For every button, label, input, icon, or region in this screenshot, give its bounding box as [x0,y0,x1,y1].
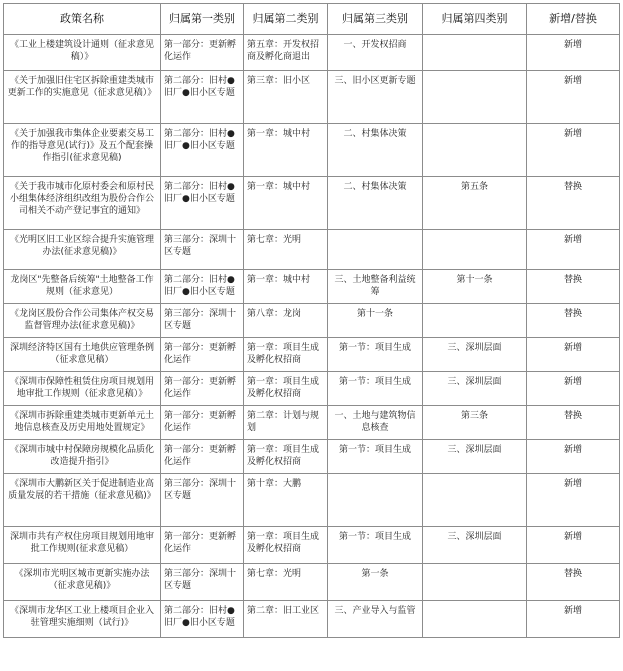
policy-name-cell: 《深圳市保障性租赁住房项目规划用地审批工作规则（征求意见稿）》 [4,372,161,406]
action-cell: 新增 [527,124,620,177]
action-cell: 新增 [527,601,620,638]
policy-name-cell: 《光明区旧工业区综合提升实施管理办法(征求意见稿)》 [4,230,161,270]
table-row [4,124,620,177]
action-cell: 替换 [527,406,620,440]
policy-name-cell: 《关于加强旧住宅区拆除重建类城市更新工作的实施意见（征求意见稿）》 [4,71,161,124]
category-4-cell: 第十一条 [423,270,527,304]
category-3-cell: 三、产业导入与监管 [328,601,423,638]
header-category-2: 归属第二类别 [244,4,328,35]
category-4-cell [423,304,527,338]
header-category-1: 归属第一类别 [161,4,244,35]
policy-name-cell: 深圳市共有产权住房项目规划用地审批工作规则(征求意见稿） [4,527,161,564]
header-category-3: 归属第三类别 [328,4,423,35]
category-2-cell: 第一章：项目生成及孵化权招商 [244,527,328,564]
action-cell: 替换 [527,177,620,230]
category-2-cell: 第十章：大鹏 [244,474,328,527]
table-row [4,372,620,406]
table-row [4,474,620,527]
category-2-cell: 第一章：项目生成及孵化权招商 [244,372,328,406]
action-cell: 新增 [527,35,620,71]
table-row [4,338,620,372]
category-1-cell: 第二部分：旧村●旧厂●旧小区专题 [161,71,244,124]
table-row [4,527,620,564]
table-row [4,564,620,601]
category-3-cell: 一、开发权招商 [328,35,423,71]
table-body [4,35,620,638]
header-action: 新增/替换 [527,4,620,35]
category-3-cell [328,474,423,527]
category-1-cell: 第一部分：更新孵化运作 [161,406,244,440]
action-cell: 新增 [527,338,620,372]
category-1-cell: 第二部分：旧村●旧厂●旧小区专题 [161,177,244,230]
policy-name-cell: 《深圳市龙华区工业上楼项目企业入驻管理实施细则（试行)》 [4,601,161,638]
category-3-cell: 第一节：项目生成 [328,372,423,406]
category-4-cell [423,124,527,177]
category-1-cell: 第一部分：更新孵化运作 [161,440,244,474]
category-4-cell: 三、深圳层面 [423,338,527,372]
category-4-cell [423,35,527,71]
table-row [4,440,620,474]
category-4-cell: 第五条 [423,177,527,230]
category-1-cell: 第一部分：更新孵化运作 [161,372,244,406]
action-cell: 新增 [527,230,620,270]
table-row [4,230,620,270]
policy-name-cell: 深圳经济特区国有土地供应管理条例（征求意见稿） [4,338,161,372]
header-category-4: 归属第四类别 [423,4,527,35]
category-1-cell: 第一部分：更新孵化运作 [161,35,244,71]
category-3-cell: 第一节：项目生成 [328,440,423,474]
action-cell: 新增 [527,440,620,474]
policy-name-cell: 《深圳市光明区城市更新实施办法（征求意见稿)》 [4,564,161,601]
category-2-cell: 第一章：项目生成及孵化权招商 [244,338,328,372]
category-4-cell [423,564,527,601]
action-cell: 替换 [527,304,620,338]
action-cell: 新增 [527,527,620,564]
header-policy-name: 政策名称 [4,4,161,35]
table-row [4,406,620,440]
category-2-cell: 第一章：项目生成及孵化权招商 [244,440,328,474]
category-4-cell [423,230,527,270]
category-3-cell: 二、村集体决策 [328,177,423,230]
policy-name-cell: 《深圳市城中村保障房规模化品质化改造提升指引》 [4,440,161,474]
category-2-cell: 第一章：城中村 [244,124,328,177]
category-3-cell: 二、村集体决策 [328,124,423,177]
category-3-cell [328,230,423,270]
policy-table [3,3,620,638]
category-1-cell: 第三部分：深圳十区专题 [161,474,244,527]
table-header [4,4,620,35]
action-cell: 新增 [527,474,620,527]
category-2-cell: 第二章：旧工业区 [244,601,328,638]
category-3-cell: 第一节：项目生成 [328,527,423,564]
action-cell: 新增 [527,71,620,124]
category-3-cell: 第一条 [328,564,423,601]
policy-name-cell: 《深圳市大鹏新区关于促进制造业高质量发展的若干措施（征求意见稿)》 [4,474,161,527]
table-row [4,304,620,338]
category-4-cell: 三、深圳层面 [423,527,527,564]
table-row [4,270,620,304]
category-1-cell: 第一部分：更新孵化运作 [161,527,244,564]
action-cell: 替换 [527,564,620,601]
header-row [4,4,620,35]
category-4-cell [423,71,527,124]
table-row [4,71,620,124]
category-3-cell: 第十一条 [328,304,423,338]
category-3-cell: 第一节：项目生成 [328,338,423,372]
category-1-cell: 第二部分：旧村●旧厂●旧小区专题 [161,270,244,304]
category-4-cell [423,474,527,527]
category-1-cell: 第三部分：深圳十区专题 [161,304,244,338]
category-2-cell: 第八章：龙岗 [244,304,328,338]
category-2-cell: 第一章：城中村 [244,270,328,304]
table-row [4,35,620,71]
category-4-cell: 第三条 [423,406,527,440]
action-cell: 替换 [527,270,620,304]
action-cell: 新增 [527,372,620,406]
category-1-cell: 第二部分：旧村●旧厂●旧小区专题 [161,124,244,177]
category-1-cell: 第二部分：旧村●旧厂●旧小区专题 [161,601,244,638]
policy-name-cell: 《关于我市城市化原村委会和原村民小组集体经济组织改组为股份合作公司相关不动产登记事宜的通知》 [4,177,161,230]
table-row [4,177,620,230]
category-2-cell: 第三章：旧小区 [244,71,328,124]
policy-name-cell: 《工业上楼建筑设计通则（征求意见稿）》 [4,35,161,71]
policy-name-cell: 《关于加强我市集体企业要素交易工作的指导意见(试行)》及五个配套操作指引(征求意见稿) [4,124,161,177]
category-4-cell: 三、深圳层面 [423,372,527,406]
table-row [4,601,620,638]
policy-name-cell: 《龙岗区股份合作公司集体产权交易监督管理办法(征求意见稿)》 [4,304,161,338]
policy-name-cell: 龙岗区"先整备后统筹"土地整备工作规则（征求意见） [4,270,161,304]
category-3-cell: 三、土地整备利益统筹 [328,270,423,304]
category-4-cell [423,601,527,638]
category-1-cell: 第一部分：更新孵化运作 [161,338,244,372]
category-2-cell: 第一章：城中村 [244,177,328,230]
category-3-cell: 一、土地与建筑物信息核查 [328,406,423,440]
category-1-cell: 第三部分：深圳十区专题 [161,564,244,601]
category-2-cell: 第二章：计划与规划 [244,406,328,440]
policy-name-cell: 《深圳市拆除重建类城市更新单元土地信息核查及历史用地处置规定》 [4,406,161,440]
category-4-cell: 三、深圳层面 [423,440,527,474]
category-2-cell: 第七章：光明 [244,230,328,270]
category-2-cell: 第七章：光明 [244,564,328,601]
category-1-cell: 第三部分：深圳十区专题 [161,230,244,270]
category-3-cell: 三、旧小区更新专题 [328,71,423,124]
category-2-cell: 第五章：开发权招商及孵化商退出 [244,35,328,71]
